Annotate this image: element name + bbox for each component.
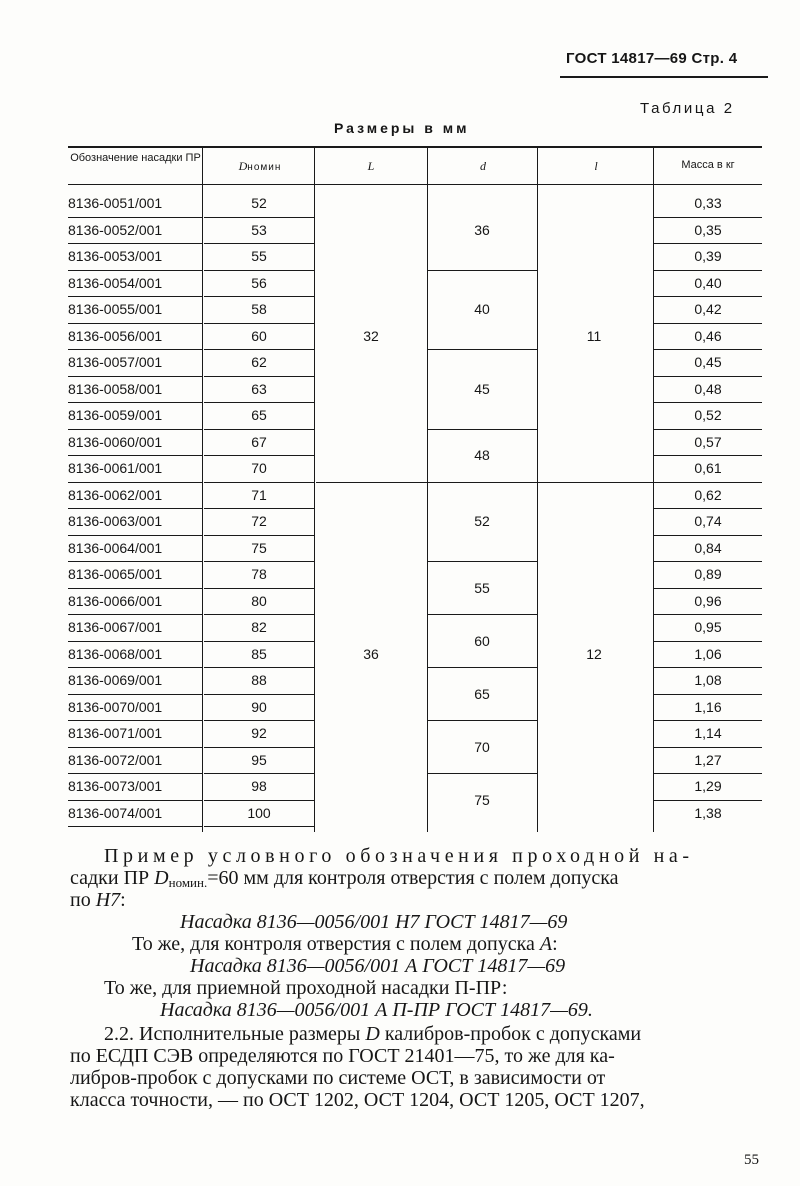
row-rule xyxy=(654,800,762,801)
dnom-cell: 90 xyxy=(251,698,267,715)
dnom-cell: 85 xyxy=(251,645,267,662)
dnom-cell: 63 xyxy=(251,380,267,397)
row-rule xyxy=(654,667,762,668)
section-2-2-line-4: класса точности, — по ОСТ 1202, ОСТ 1204, ОСТ 1205, ОСТ 1207, xyxy=(70,1089,645,1111)
mass-cell: 0,45 xyxy=(694,354,722,371)
designation-cell: 8136-0059/001 xyxy=(68,407,163,424)
row-rule xyxy=(654,535,762,536)
header-l: l xyxy=(594,159,598,173)
row-rule xyxy=(68,826,202,827)
d-group-rule xyxy=(427,429,537,430)
header-dnom-sub: номин xyxy=(247,162,282,173)
d-group-value: 65 xyxy=(474,685,490,702)
mass-cell: 0,95 xyxy=(694,619,722,636)
row-rule xyxy=(654,694,762,695)
row-rule xyxy=(204,826,314,827)
header-dnom xyxy=(206,160,314,174)
row-rule xyxy=(68,270,202,271)
dnom-cell: 82 xyxy=(251,619,267,636)
designation-cell: 8136-0066/001 xyxy=(68,592,163,609)
L-group-rule xyxy=(316,482,427,483)
designation-cell: 8136-0068/001 xyxy=(68,645,163,662)
dnom-cell: 71 xyxy=(251,486,267,503)
dnom-cell: 62 xyxy=(251,354,267,371)
dnom-cell: 58 xyxy=(251,301,267,318)
table-units: Размеры в мм xyxy=(334,120,470,136)
dnom-cell: 53 xyxy=(251,221,267,238)
dnom-cell: 70 xyxy=(251,460,267,477)
code-line-2: Насадка 8136—0056/001 А ГОСТ 14817—69 xyxy=(190,955,566,977)
row-rule xyxy=(204,243,314,244)
L-group-value: 32 xyxy=(363,327,379,344)
designation-cell: 8136-0067/001 xyxy=(68,619,163,636)
row-rule xyxy=(68,429,202,430)
row-rule xyxy=(654,349,762,350)
designation-cell: 8136-0065/001 xyxy=(68,566,163,583)
d-group-value: 48 xyxy=(474,447,490,463)
same-line-a xyxy=(132,933,558,955)
example-line-2-sub: номин. xyxy=(168,875,208,890)
d-group-rule xyxy=(427,667,537,668)
example-line-1: Пример условного обозначения проходной на- xyxy=(104,845,694,867)
dnom-cell: 52 xyxy=(251,195,267,212)
section-2-2-line-3: либров-пробок с допусками по системе ОСТ, в зависимости от xyxy=(70,1067,606,1089)
designation-cell: 8136-0071/001 xyxy=(68,725,163,742)
d-group-rule xyxy=(427,773,537,774)
row-rule xyxy=(654,376,762,377)
row-rule xyxy=(204,402,314,403)
designation-cell: 8136-0056/001 xyxy=(68,327,163,344)
d-group-rule xyxy=(427,482,537,483)
mass-cell: 0,39 xyxy=(694,248,722,265)
row-rule xyxy=(654,508,762,509)
same-line-b: То же, для приемной проходной насадки П-ПР: xyxy=(104,977,508,999)
row-rule xyxy=(654,270,762,271)
row-rule xyxy=(204,217,314,218)
row-rule xyxy=(68,349,202,350)
designation-cell: 8136-0060/001 xyxy=(68,433,163,450)
example-line-3-h7: H7 xyxy=(95,889,121,911)
row-rule xyxy=(654,720,762,721)
header-mass: Масса в кг xyxy=(681,159,735,171)
mass-cell: 0,74 xyxy=(694,513,722,530)
row-rule xyxy=(204,641,314,642)
mass-cell: 0,46 xyxy=(694,327,722,344)
row-rule xyxy=(68,747,202,748)
row-rule xyxy=(654,561,762,562)
example-line-3-start: по xyxy=(70,889,96,911)
row-rule xyxy=(68,482,202,483)
page-number: 55 xyxy=(744,1152,759,1168)
row-rule xyxy=(68,296,202,297)
dnom-cell: 60 xyxy=(251,327,267,344)
row-rule xyxy=(204,508,314,509)
table-label: Таблица 2 xyxy=(640,100,735,117)
row-rule xyxy=(204,694,314,695)
example-line-2 xyxy=(70,867,619,894)
row-rule xyxy=(204,667,314,668)
example-line-2-start: садки ПР xyxy=(70,867,155,889)
same-line-a-start: То же, для контроля отверстия с полем допуска xyxy=(132,933,540,955)
row-rule xyxy=(204,349,314,350)
row-rule xyxy=(68,455,202,456)
row-rule xyxy=(68,667,202,668)
d-group-value: 60 xyxy=(474,632,490,649)
header-bottom-rule xyxy=(68,184,762,185)
column-border-4 xyxy=(537,146,538,832)
row-rule xyxy=(654,402,762,403)
row-rule xyxy=(654,482,762,483)
mass-cell: 1,08 xyxy=(694,672,722,689)
row-rule xyxy=(68,243,202,244)
code-line-3: Насадка 8136—0056/001 А П-ПР ГОСТ 14817—69. xyxy=(160,999,593,1021)
dnom-cell: 75 xyxy=(251,539,267,556)
row-rule xyxy=(68,773,202,774)
row-rule xyxy=(204,800,314,801)
mass-cell: 1,16 xyxy=(694,698,722,715)
row-rule xyxy=(204,747,314,748)
same-line-a-end: : xyxy=(552,933,558,955)
row-rule xyxy=(68,217,202,218)
row-rule xyxy=(654,429,762,430)
row-rule xyxy=(654,747,762,748)
dnom-cell: 78 xyxy=(251,566,267,583)
row-rule xyxy=(68,376,202,377)
table-top-rule xyxy=(68,146,762,148)
row-rule xyxy=(654,296,762,297)
mass-cell: 0,89 xyxy=(694,566,722,583)
column-border-2 xyxy=(314,146,315,832)
mass-cell: 1,29 xyxy=(694,778,722,795)
mass-cell: 0,61 xyxy=(694,460,722,477)
mass-cell: 1,14 xyxy=(694,725,722,742)
d-group-value: 55 xyxy=(474,579,490,596)
l-group-value: 11 xyxy=(586,327,602,344)
d-group-value: 52 xyxy=(474,513,490,530)
row-rule xyxy=(204,270,314,271)
mass-cell: 0,48 xyxy=(694,380,722,397)
example-line-3 xyxy=(70,889,126,911)
row-rule xyxy=(68,641,202,642)
mass-cell: 0,62 xyxy=(694,486,722,503)
designation-cell: 8136-0058/001 xyxy=(68,380,163,397)
mass-cell: 1,38 xyxy=(694,804,722,821)
dnom-cell: 100 xyxy=(247,804,271,821)
column-border-1 xyxy=(202,146,203,832)
row-rule xyxy=(204,773,314,774)
section-2-2-line-1-start: 2.2. Исполнительные размеры xyxy=(104,1023,366,1045)
d-group-value: 40 xyxy=(474,301,490,318)
designation-cell: 8136-0074/001 xyxy=(68,804,163,821)
designation-cell: 8136-0052/001 xyxy=(68,221,163,238)
mass-cell: 0,57 xyxy=(694,433,722,450)
row-rule xyxy=(654,588,762,589)
row-rule xyxy=(68,508,202,509)
dnom-cell: 65 xyxy=(251,407,267,424)
row-rule xyxy=(654,773,762,774)
dnom-cell: 80 xyxy=(251,592,267,609)
dnom-cell: 55 xyxy=(251,248,267,265)
header-designation: Обозначение насадки ПР xyxy=(70,152,201,164)
mass-cell: 1,27 xyxy=(694,751,722,768)
row-rule xyxy=(68,720,202,721)
d-group-value: 75 xyxy=(474,791,490,808)
l-group-rule xyxy=(537,482,654,483)
section-2-2-line-1 xyxy=(104,1023,641,1045)
same-line-a-letter: А xyxy=(539,933,553,955)
column-border-5 xyxy=(653,146,654,832)
row-rule xyxy=(204,455,314,456)
dnom-cell: 67 xyxy=(251,433,267,450)
row-rule xyxy=(204,535,314,536)
dnom-cell: 72 xyxy=(251,513,267,530)
row-rule xyxy=(68,402,202,403)
row-rule xyxy=(204,588,314,589)
row-rule xyxy=(204,323,314,324)
d-group-value: 36 xyxy=(474,221,490,238)
designation-cell: 8136-0069/001 xyxy=(68,672,163,689)
row-rule xyxy=(204,614,314,615)
row-rule xyxy=(68,323,202,324)
designation-cell: 8136-0055/001 xyxy=(68,301,163,318)
designation-cell: 8136-0063/001 xyxy=(68,513,163,530)
d-group-rule xyxy=(427,720,537,721)
designation-cell: 8136-0061/001 xyxy=(68,460,163,477)
row-rule xyxy=(654,614,762,615)
d-group-rule xyxy=(427,349,537,350)
dnom-cell: 92 xyxy=(251,725,267,742)
row-rule xyxy=(68,614,202,615)
section-2-2-line-2: по ЕСДП СЭВ определяются по ГОСТ 21401—75, то же для ка- xyxy=(70,1045,615,1067)
row-rule xyxy=(68,800,202,801)
dnom-cell: 95 xyxy=(251,751,267,768)
code-line-1: Насадка 8136—0056/001 Н7 ГОСТ 14817—69 xyxy=(180,911,568,933)
row-rule xyxy=(68,535,202,536)
row-rule xyxy=(204,720,314,721)
header-dnom-main: D xyxy=(238,159,248,173)
mass-cell: 0,42 xyxy=(694,301,722,318)
d-group-rule xyxy=(427,270,537,271)
designation-cell: 8136-0070/001 xyxy=(68,698,163,715)
row-rule xyxy=(204,296,314,297)
designation-cell: 8136-0053/001 xyxy=(68,248,163,265)
mass-cell: 0,84 xyxy=(694,539,722,556)
designation-cell: 8136-0072/001 xyxy=(68,751,163,768)
designation-cell: 8136-0062/001 xyxy=(68,486,163,503)
designation-cell: 8136-0073/001 xyxy=(68,778,163,795)
mass-cell: 0,40 xyxy=(694,274,722,291)
standard-header: ГОСТ 14817—69 Стр. 4 xyxy=(566,50,738,67)
row-rule xyxy=(654,455,762,456)
row-rule xyxy=(68,561,202,562)
l-group-value: 12 xyxy=(586,645,602,662)
section-2-2-line-1-end: калибров-пробок с допусками xyxy=(379,1023,642,1045)
dnom-cell: 56 xyxy=(251,274,267,291)
designation-cell: 8136-0054/001 xyxy=(68,274,163,291)
designation-cell: 8136-0057/001 xyxy=(68,354,163,371)
row-rule xyxy=(654,641,762,642)
mass-cell: 0,35 xyxy=(694,221,722,238)
d-group-value: 70 xyxy=(474,738,490,755)
row-rule xyxy=(204,376,314,377)
designation-cell: 8136-0064/001 xyxy=(68,539,163,556)
designation-cell: 8136-0051/001 xyxy=(68,195,163,212)
mass-cell: 0,33 xyxy=(694,195,722,212)
row-rule xyxy=(204,561,314,562)
L-group-value: 36 xyxy=(363,645,379,662)
d-group-rule xyxy=(427,614,537,615)
d-group-value: 45 xyxy=(474,380,490,397)
d-group-rule xyxy=(427,561,537,562)
mass-cell: 1,06 xyxy=(694,645,722,662)
section-2-2-line-1-d: D xyxy=(365,1023,380,1045)
row-rule xyxy=(204,429,314,430)
example-line-3-end: : xyxy=(120,889,126,911)
column-border-3 xyxy=(427,146,428,832)
dnom-cell: 88 xyxy=(251,672,267,689)
example-line-2-d: D xyxy=(154,867,169,889)
header-d: d xyxy=(480,159,486,173)
mass-cell: 0,52 xyxy=(694,407,722,424)
dnom-cell: 98 xyxy=(251,778,267,795)
row-rule xyxy=(654,323,762,324)
row-rule xyxy=(68,588,202,589)
mass-cell: 0,96 xyxy=(694,592,722,609)
row-rule xyxy=(204,482,314,483)
example-line-2-end: =60 мм для контроля отверстия с полем допуска xyxy=(207,867,619,889)
header-L: L xyxy=(367,159,375,173)
row-rule xyxy=(654,243,762,244)
row-rule xyxy=(68,694,202,695)
row-rule xyxy=(654,217,762,218)
